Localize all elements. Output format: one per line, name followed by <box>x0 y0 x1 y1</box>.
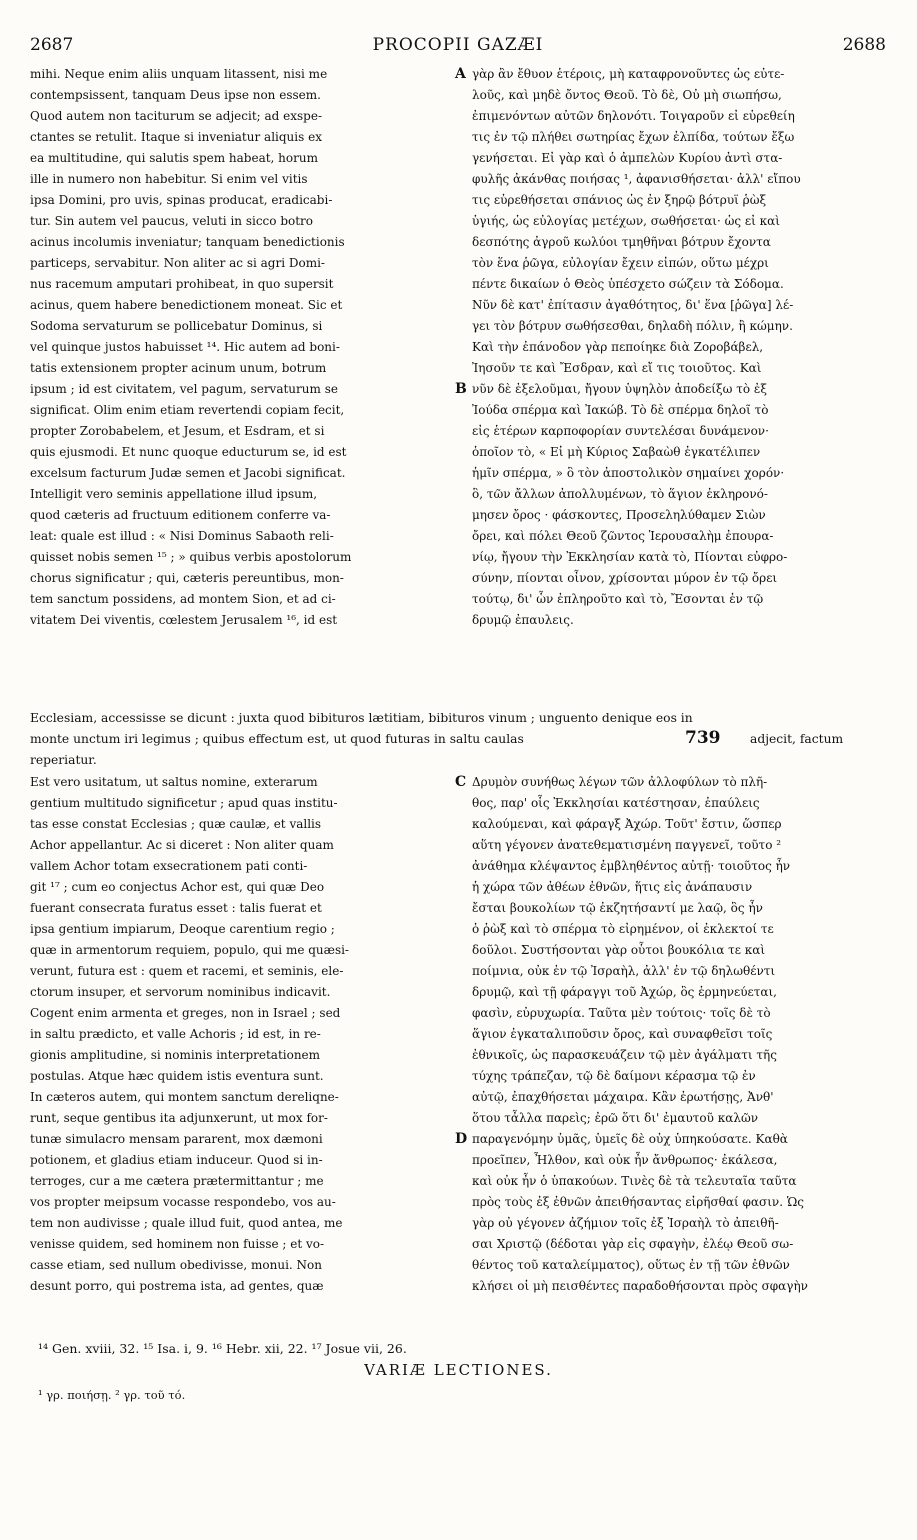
greek-text-line: αὐτῷ, ἐπαχθήσεται μάχαιρα. Κἂν ἐρωτήσῃς, Ἀνθ' <box>472 1090 774 1104</box>
greek-text-line: αὕτη γέγονεν ἀνατεθεματισμένη παγγενεῖ, τοῦτο ² <box>472 838 782 852</box>
greek-text-line: ἐθνικοῖς, ὡς παρασκευάζειν τῷ μὲν ἀγάλματι τῆς <box>472 1048 777 1062</box>
greek-text-line: φυλῆς ἀκάνθας ποιήσας ¹, ἀφανισθήσεται· ἀλλ' εἴπου <box>472 172 801 186</box>
running-header <box>30 34 886 58</box>
latin-text-line: ipsum ; id est civitatem, vel pagum, servaturum se <box>30 382 338 396</box>
latin-text-line: excelsum facturum Judæ semen et Jacobi significat. <box>30 466 346 480</box>
greek-text-line: τούτῳ, δι' ὧν ἐπληροῦτο καὶ τὸ, Ἔσονται ἐν τῷ <box>472 592 764 606</box>
greek-text-line: γει τὸν βότρυν σωθήσεσθαι, δηλαδὴ πόλιν, ἢ κώμην. <box>472 319 793 333</box>
latin-text-line: tatis extensionem propter acinum unum, botrum <box>30 361 327 375</box>
greek-text-line: ὄρει, καὶ πόλει Θεοῦ ζῶντος Ἱερουσαλὴμ ἐπουρα- <box>472 529 774 543</box>
greek-column-bottom <box>472 772 890 1302</box>
running-title: PROCOPII GAZÆI <box>372 35 544 55</box>
latin-text-line: quæ in armentorum requiem, populo, qui me quæsi- <box>30 943 349 957</box>
greek-text-line: πέντε δικαίων ὁ Θεὸς ὑπέσχετο σώζειν τὰ Σόδομα. <box>472 277 784 291</box>
greek-text-line: Ἰησοῦν τε καὶ Ἔσδραν, καὶ εἴ τις τοιοῦτος. Καὶ <box>472 361 762 375</box>
page-number-left: 2687 <box>30 35 74 55</box>
full-width-line: reperiatur. <box>30 753 97 767</box>
latin-text-line: git ¹⁷ ; cum eo conjectus Achor est, qui quæ Deo <box>30 880 325 894</box>
full-width-passage <box>30 708 890 772</box>
latin-text-line: ipsa gentium impiarum, Deoque carentium regio ; <box>30 922 335 936</box>
greek-text-line: τις εὑρεθήσεται σπάνιος ὡς ἐν ξηρῷ βότρυϊ ῥὼξ <box>472 193 767 207</box>
latin-text-line: postulas. Atque hæc quidem istis eventura sunt. <box>30 1069 324 1083</box>
latin-text-line: fuerant consecrata furatus esset : talis fuerat et <box>30 901 322 915</box>
latin-text-line: tem non audivisse ; quale illud fuit, quod antea, me <box>30 1216 343 1230</box>
latin-text-line: vos propter meipsum vocasse respondebo, vos au- <box>30 1195 336 1209</box>
latin-text-line: vitatem Dei viventis, cœlestem Jerusalem ¹⁶, id est <box>30 613 338 627</box>
latin-text-line: quod cæteris ad fructuum editionem conferre va- <box>30 508 331 522</box>
latin-text-line: Intelligit vero seminis appellatione illud ipsum, <box>30 487 318 501</box>
greek-text-line: ἐπιμενόντων αὐτῶν δηλονότι. Τοιγαροῦν εἰ εὑρεθείη <box>472 109 795 123</box>
greek-text-line: θος, παρ' οἷς Ἐκκλησίαι κατέστησαν, ἐπαύλεις <box>472 796 760 810</box>
latin-text-line: leat: quale est illud : « Nisi Dominus Sabaoth reli- <box>30 529 334 543</box>
latin-text-line: terroges, cur a me cætera prætermittantur ; me <box>30 1174 324 1188</box>
greek-text-line: ποίμνια, οὐκ ἐν τῷ Ἰσραὴλ, ἀλλ' ἐν τῷ δηλωθέντι <box>472 964 776 978</box>
latin-text-line: contempsissent, tanquam Deus ipse non essem. <box>30 88 321 102</box>
greek-text-line: λοῦς, καὶ μηδὲ ὄντος Θεοῦ. Τὸ δὲ, Οὐ μὴ σιωπήσω, <box>472 88 782 102</box>
greek-text-line: καὶ οὐκ ἦν ὁ ὑπακούων. Τινὲς δὲ τὰ τελευταῖα ταῦτα <box>472 1174 797 1188</box>
greek-text-line: ὁ ῥὼξ καὶ τὸ σπέρμα τὸ εἰρημένον, οἱ ἐκλεκτοί τε <box>472 922 774 936</box>
greek-text-line: δοῦλοι. Συστήσονται γὰρ οὗτοι βουκόλια τε καὶ <box>472 943 766 957</box>
latin-text-line: venisse quidem, sed hominem non fuisse ; et vo- <box>30 1237 325 1251</box>
column-number-marker: 739 <box>685 728 721 748</box>
variae-lectiones-heading: VARIÆ LECTIONES. <box>364 1361 553 1379</box>
latin-text-line: runt, seque gentibus ita adjunxerunt, ut mox for- <box>30 1111 328 1125</box>
greek-text-line: ὃ, τῶν ἄλλων ἀπολλυμένων, τὸ ἅγιον ἐκληρονό- <box>472 487 768 501</box>
latin-text-line: acinus incolumis inveniatur; tanquam benedictionis <box>30 235 345 249</box>
latin-text-line: gionis amplitudine, si nominis interpretationem <box>30 1048 321 1062</box>
latin-text-line: ctorum insuper, et servorum nominibus indicavit. <box>30 985 331 999</box>
latin-text-line: tas esse constat Ecclesias ; quæ caulæ, et vallis <box>30 817 322 831</box>
greek-text-line: Καὶ τὴν ἐπάνοδον γὰρ πεποίηκε διὰ Ζοροβάβελ, <box>472 340 764 354</box>
greek-text-line: γὰρ ἂν ἔθυον ἑτέροις, μὴ καταφρονοῦντες ὡς εὐτε- <box>472 67 785 81</box>
latin-text-line: quisset nobis semen ¹⁵ ; » quibus verbis apostolorum <box>30 550 352 564</box>
greek-text-line: ἅγιον ἐγκαταλιποῦσιν ὄρος, καὶ συναφθεῖσι τοῖς <box>472 1027 773 1041</box>
greek-text-line: μησεν ὄρος · φάσκοντες, Προσεληλύθαμεν Σιὼν <box>472 508 766 522</box>
latin-text-line: acinus, quem habere benedictionem moneat. Sic et <box>30 298 343 312</box>
greek-text-line: δεσπότης ἀγροῦ κωλύοι τμηθῆναι βότρυν ἔχοντα <box>472 235 771 249</box>
greek-text-line: σύνην, πίονται οἶνον, χρίσονται μύρον ἐν τῷ ὄρει <box>472 571 778 585</box>
greek-text-line: νῦν δὲ ἐξελοῦμαι, ἤγουν ὑψηλὸν ἀποδείξω τὸ ἐξ <box>472 382 767 396</box>
greek-text-line: ἔσται βουκολίων τῷ ἐκζητήσαντί με λαῷ, ὃς ἦν <box>472 901 763 915</box>
column-marker-c: C <box>455 774 467 790</box>
full-width-line: monte unctum iri legimus ; quibus effectum est, ut quod futuras in saltu caulas <box>30 732 524 746</box>
latin-text-line: gentium multitudo significetur ; apud quas institu- <box>30 796 338 810</box>
greek-text-line: καλούμεναι, καὶ φάραγξ Ἀχώρ. Τοῦτ' ἔστιν, ὥσπερ <box>472 817 782 831</box>
greek-text-line: ὑγιής, ὡς εὐλογίας μετέχων, σωθήσεται· ὡς εἰ καὶ <box>472 214 780 228</box>
latin-text-line: Quod autem non taciturum se adjecit; ad exspe- <box>30 109 323 123</box>
latin-text-line: ctantes se retulit. Itaque si inveniatur aliquis ex <box>30 130 322 144</box>
greek-text-line: παραγενόμην ὑμᾶς, ὑμεῖς δὲ οὐχ ὑπηκούσατε. Καθὰ <box>472 1132 788 1146</box>
latin-text-line: chorus significatur ; qui, cæteris pereuntibus, mon- <box>30 571 344 585</box>
latin-column-bottom <box>30 772 448 1302</box>
greek-text-line: κλήσει οἱ μὴ πεισθέντες παραδοθήσονται πρὸς σφαγὴν <box>472 1279 808 1293</box>
latin-text-line: casse etiam, sed nullum obedivisse, monui. Non <box>30 1258 323 1272</box>
greek-text-line: δρυμῷ, καὶ τῇ φάραγγι τοῦ Ἀχώρ, ὃς ἑρμηνεύεται, <box>472 985 777 999</box>
latin-text-line: in saltu prædicto, et valle Achoris ; id est, in re- <box>30 1027 321 1041</box>
greek-text-line: δρυμῷ ἐπαυλεις. <box>472 613 574 627</box>
greek-text-line: τύχης τράπεζαν, τῷ δὲ δαίμονι κέρασμα τῷ ἐν <box>472 1069 756 1083</box>
latin-text-line: significat. Olim enim etiam revertendi copiam fecit, <box>30 403 345 417</box>
greek-text-line: θέντος τοῦ καταλείμματος), οὕτως ἐν τῇ τῶν ἐθνῶν <box>472 1258 790 1272</box>
full-width-line-end: adjecit, factum <box>750 732 844 746</box>
latin-text-line: Cogent enim armenta et greges, non in Israel ; sed <box>30 1006 341 1020</box>
greek-text-line: τις ἐν τῷ πλήθει σωτηρίας ἔχων ἐλπίδα, τούτων ἔξω <box>472 130 795 144</box>
latin-text-line: Est vero usitatum, ut saltus nomine, exterarum <box>30 775 318 789</box>
latin-text-line: ipsa Domini, pro uvis, spinas producat, eradicabi- <box>30 193 333 207</box>
page-number-right: 2688 <box>842 35 886 55</box>
full-width-line: Ecclesiam, accessisse se dicunt : juxta quod bibituros lætitiam, bibituros vinum ; unguento denique eos in <box>30 711 693 725</box>
greek-text-line: ὅτου τἆλλα παρεὶς; ἐρῶ ὅτι δι' ἐμαυτοῦ καλῶν <box>472 1111 759 1125</box>
greek-text-line: ὁποῖον τὸ, « Εἰ μὴ Κύριος Σαβαὼθ ἐγκατέλιπεν <box>472 445 761 459</box>
greek-text-line: πρὸς τοὺς ἐξ ἐθνῶν ἀπειθήσαντας εἰρῆσθαί φασιν. Ὡς <box>472 1195 804 1209</box>
greek-text-line: προεῖπεν, Ἦλθον, καὶ οὐκ ἦν ἄνθρωπος· ἐκάλεσα, <box>472 1153 778 1167</box>
latin-text-line: Sodoma servaturum se pollicebatur Dominus, si <box>30 319 323 333</box>
greek-text-line: εἰς ἑτέρων καρποφορίαν συντελέσαι δυνάμενον· <box>472 424 769 438</box>
greek-text-line: ἡ χώρα τῶν ἀθέων ἐθνῶν, ἥτις εἰς ἀνάπαυσιν <box>472 880 753 894</box>
column-marker-a: A <box>455 66 466 82</box>
greek-text-line: τὸν ἕνα ῥῶγα, εὐλογίαν ἔχειν εἰπών, οὕτω μέχρι <box>472 256 769 270</box>
latin-text-line: nus racemum amputari prohibeat, in quo supersit <box>30 277 334 291</box>
latin-text-line: desunt porro, qui postrema ista, ad gentes, quæ <box>30 1279 324 1293</box>
greek-text-line: ἀνάθημα κλέψαντος ἐμβληθέντος αὐτῇ· τοιοῦτος ἦν <box>472 859 791 873</box>
latin-text-line: ea multitudine, qui salutis spem habeat, horum <box>30 151 318 165</box>
latin-text-line: vallem Achor totam exsecrationem pati conti- <box>30 859 308 873</box>
latin-text-line: potionem, et gladius etiam induceur. Quod si in- <box>30 1153 323 1167</box>
greek-text-line: σαι Χριστῷ (δέδοται γὰρ εἰς σφαγὴν, ἐλέῳ Θεοῦ σω- <box>472 1237 794 1251</box>
greek-text-line: ἡμῖν σπέρμα, » ὃ τὸν ἀποστολικὸν σημαίνει χορόν· <box>472 466 785 480</box>
greek-text-line: γὰρ οὐ γέγονεν ἀζήμιον τοῖς ἐξ Ἰσραὴλ τὸ ἀπειθῆ- <box>472 1216 779 1230</box>
greek-text-line: Νῦν δὲ κατ' ἐπίτασιν ἀγαθότητος, δι' ἕνα [ῥῶγα] λέ- <box>472 298 794 312</box>
greek-text-line: φασὶν, εὐρυχωρία. Ταῦτα μὲν τούτοις· τοῖς δὲ τὸ <box>472 1006 771 1020</box>
footnotes: ¹⁴ Gen. xviii, 32. ¹⁵ Isa. i, 9. ¹⁶ Hebr. xii, 22. ¹⁷ Josue vii, 26. <box>38 1341 407 1356</box>
latin-text-line: tunæ simulacro mensam pararent, mox dæmoni <box>30 1132 323 1146</box>
latin-text-line: quis ejusmodi. Et nunc quoque educturum se, id est <box>30 445 347 459</box>
latin-text-line: In cæteros autem, qui montem sanctum dereliqne- <box>30 1090 339 1104</box>
variae-lectiones-text: ¹ γρ. ποιήσῃ. ² γρ. τοῦ τό. <box>38 1388 186 1402</box>
latin-text-line: verunt, futura est : quem et racemi, et seminis, ele- <box>30 964 344 978</box>
greek-text-line: Ἰούδα σπέρμα καὶ Ἰακώβ. Τὸ δὲ σπέρμα δηλοῖ τὸ <box>472 403 769 417</box>
greek-column-top <box>472 64 890 632</box>
column-marker-d: D <box>455 1131 468 1147</box>
latin-text-line: particeps, servabitur. Non aliter ac si agri Domi- <box>30 256 325 270</box>
latin-text-line: propter Zorobabelem, et Jesum, et Esdram, et si <box>30 424 325 438</box>
greek-text-line: Δρυμὸν συνήθως λέγων τῶν ἀλλοφύλων τὸ πλῆ- <box>472 775 768 789</box>
greek-text-line: γενήσεται. Εἰ γὰρ καὶ ὁ ἀμπελὼν Κυρίου ἀντὶ στα- <box>472 151 783 165</box>
latin-text-line: vel quinque justos habuisset ¹⁴. Hic autem ad boni- <box>30 340 340 354</box>
latin-text-line: tur. Sin autem vel paucus, veluti in sicco botro <box>30 214 314 228</box>
latin-column-top <box>30 64 448 632</box>
latin-text-line: Achor appellantur. Ac si diceret : Non aliter quam <box>30 838 334 852</box>
latin-text-line: mihi. Neque enim aliis unquam litassent, nisi me <box>30 67 328 81</box>
latin-text-line: ille in numero non habebitur. Si enim vel vitis <box>30 172 308 186</box>
greek-text-line: νίῳ, ἤγουν τὴν Ἐκκλησίαν κατὰ τὸ, Πίονται εὐφρο- <box>472 550 788 564</box>
latin-text-line: tem sanctum possidens, ad montem Sion, et ad ci- <box>30 592 336 606</box>
column-marker-b: B <box>455 381 467 397</box>
